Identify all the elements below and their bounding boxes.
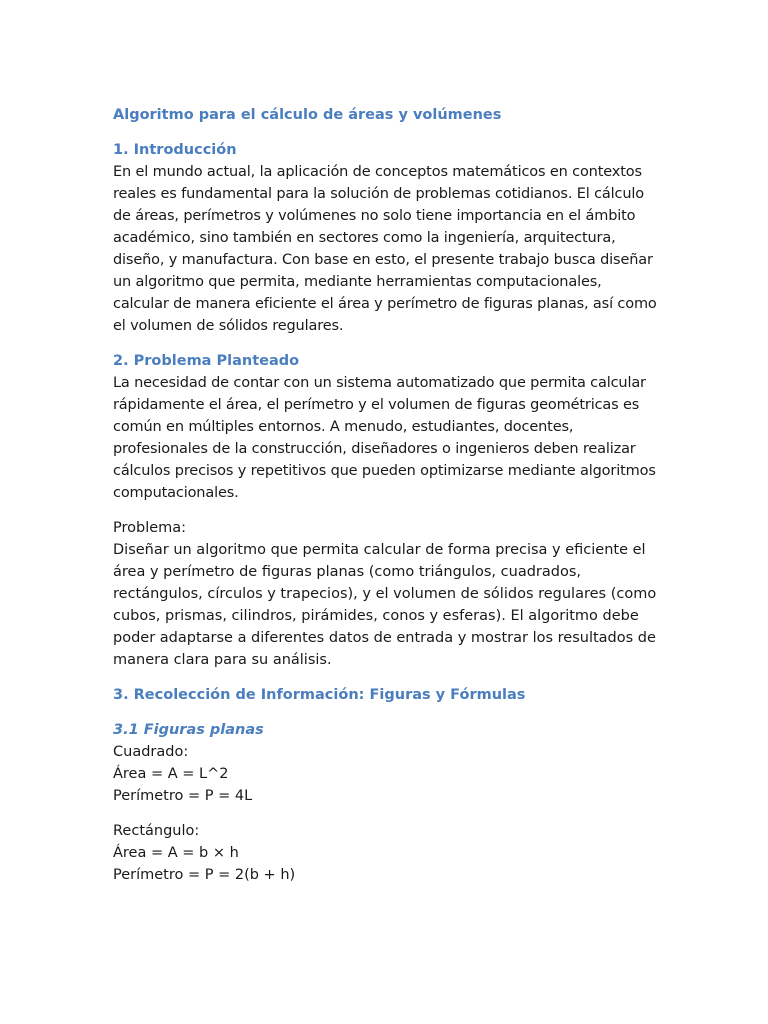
figure-name: Cuadrado: [113,744,189,760]
figure-perimeter-formula: Perímetro = P = 4L [113,788,253,804]
section-problema-planteado [113,350,658,671]
section-heading-introduccion: 1. Introducción [113,142,237,158]
figure-area-formula: Área = A = L^2 [113,766,229,782]
figure-rectangulo [113,820,658,886]
figure-name: Rectángulo: [113,823,200,839]
figure-area-formula: Área = A = b × h [113,845,239,861]
section-introduccion [113,139,658,337]
problem-statement [113,517,658,671]
document-page [113,104,658,899]
figure-cuadrado [113,741,658,807]
section-recoleccion [113,684,658,886]
problema-paragraph: La necesidad de contar con un sistema automatizado que permita calcular rápidamente el área, el perímetro y el volumen de figuras geométricas es común en múltiples entornos. A menudo, estudiantes, docentes, profesionales de la construcción, diseñadores o ingenieros deben realizar cálculos precisos y repetitivos que pueden optimizarse mediante algoritmos computacionales. [113,375,656,501]
figure-perimeter-formula: Perímetro = P = 2(b + h) [113,867,296,883]
section-heading-problema: 2. Problema Planteado [113,353,300,369]
document-title: Algoritmo para el cálculo de áreas y volúmenes [113,107,502,123]
introduccion-paragraph: En el mundo actual, la aplicación de conceptos matemáticos en contextos reales es fundamental para la solución de problemas cotidianos. El cálculo de áreas, perímetros y volúmenes no solo tiene importancia en el ámbito académico, sino también en sectores como la ingeniería, arquitectura, diseño, y manufactura. Con base en esto, el presente trabajo busca diseñar un algoritmo que permita, mediante herramientas computacionales, calcular de manera eficiente el área y perímetro de figuras planas, así como el volumen de sólidos regulares. [113,164,657,334]
problem-text: Diseñar un algoritmo que permita calcular de forma precisa y eficiente el área y perímetro de figuras planas (como triángulos, cuadrados, rectángulos, círculos y trapecios), y el volumen de sólidos regulares (como cubos, prismas, cilindros, pirámides, conos y esferas). El algoritmo debe poder adaptarse a diferentes datos de entrada y mostrar los resultados de manera clara para su análisis. [113,542,657,668]
section-heading-recoleccion: 3. Recolección de Información: Figuras y Fórmulas [113,687,526,703]
subheading-figuras-planas: 3.1 Figuras planas [113,722,264,738]
problem-label: Problema: [113,520,187,536]
